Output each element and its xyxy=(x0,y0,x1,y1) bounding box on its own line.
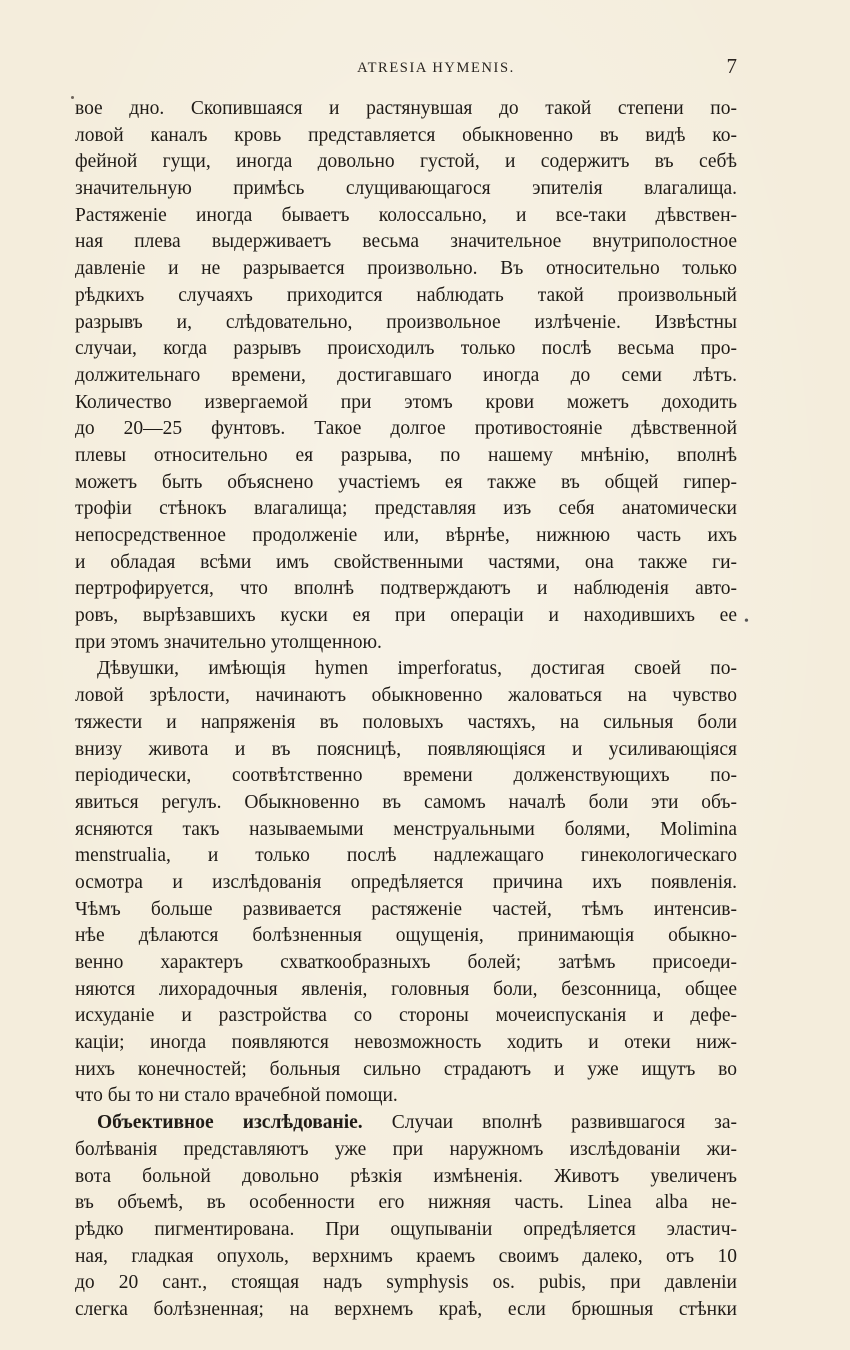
text-line: періодически, соотвѣтственно времени долженствующихъ по- xyxy=(75,765,737,787)
text-line: ная плева выдерживаетъ весьма значительное внутриполостное xyxy=(75,231,737,253)
text-line: ная, гладкая опухоль, верхнимъ краемъ своимъ далеко, отъ 10 xyxy=(75,1245,737,1267)
text-line: слегка болѣзненная; на верхнемъ краѣ, если брюшныя стѣнки xyxy=(75,1298,737,1320)
text-line: разрывъ и, слѣдовательно, произвольное излѣченіе. Извѣстны xyxy=(75,311,737,333)
running-head xyxy=(75,54,737,84)
text-line: до 20 сант., стоящая надъ symphysis os. pubis, при давленіи xyxy=(75,1272,737,1294)
text-line: болѣванія представляютъ уже при наружномъ изслѣдованіи жи- xyxy=(75,1138,737,1160)
text-line: Количество извергаемой при этомъ крови можетъ доходить xyxy=(75,391,737,413)
text-line: вота больной довольно рѣзкія измѣненія. Животъ увеличенъ xyxy=(75,1165,737,1187)
text-line: рѣдкихъ случаяхъ приходится наблюдать такой произвольный xyxy=(75,284,737,306)
text-line: въ объемѣ, въ особенности его нижняя часть. Linea alba не- xyxy=(75,1192,737,1214)
text-line: венно характеръ схваткообразныхъ болей; затѣмъ присоеди- xyxy=(75,952,737,973)
text-line: нихъ конечностей; больныя сильно страдаютъ и уже ищутъ во xyxy=(75,1058,737,1080)
text-line: явиться регулъ. Обыкновенно въ самомъ началѣ боли эти объ- xyxy=(75,791,737,813)
text-line: Дѣвушки, имѣющія hymen imperforatus, достигая своей по- xyxy=(97,658,737,680)
text-line: ровъ, вырѣзавшихъ куски ея при операціи и находившихъ ее xyxy=(75,605,737,627)
text-line: можетъ быть объяснено участіемъ ея также въ общей гипер- xyxy=(75,471,737,493)
page-number: 7 xyxy=(726,54,737,78)
heading-line-rest: Случаи вполнѣ развившагося за- xyxy=(362,1112,737,1134)
text-line: случаи, когда разрывъ происходилъ только послѣ весьма про- xyxy=(75,338,737,360)
text-line: трофіи стѣнокъ влагалища; представляя изъ себя анатомически xyxy=(75,498,737,520)
text-line: исхуданіе и разстройства со стороны мочеиспусканія и дефе- xyxy=(75,1005,737,1027)
text-line: нѣе дѣлаются болѣзненныя ощущенія, принимающія обыкно- xyxy=(75,925,737,947)
margin-ink-mark: • xyxy=(744,614,749,629)
text-line: плевы относительно ея разрыва, по нашему мнѣнію, вполнѣ xyxy=(75,444,737,466)
text-line: Чѣмъ больше развивается растяженіе частей, тѣмъ интенсив- xyxy=(75,898,737,920)
paragraph-3 xyxy=(75,1110,737,1324)
running-title: ATRESIA HYMENIS. xyxy=(357,60,515,76)
text-line: пертрофируется, что вполнѣ подтверждаютъ и наблюденія авто- xyxy=(75,578,737,600)
text-line: тяжести и напряженія въ половыхъ частяхъ, на сильныя боли xyxy=(75,711,737,733)
text-line: menstrualia, и только послѣ надлежащаго гинекологическаго xyxy=(75,845,737,867)
text-line: значительную примѣсь слущивающагося эпителія влагалища. xyxy=(75,178,737,200)
section-heading: Объективное изслѣдованіе. xyxy=(97,1112,363,1134)
paragraph-1 xyxy=(75,96,737,656)
text-line: ловой каналъ кровь представляется обыкновенно въ видѣ ко- xyxy=(75,124,737,146)
text-line: каціи; иногда появляются невозможность ходить и отеки ниж- xyxy=(75,1032,737,1054)
text-line: должительнаго времени, достигавшаго иногда до семи лѣтъ. xyxy=(75,364,737,386)
text-line: ясняются такъ называемыми менструальными болями, Molimina xyxy=(75,818,737,840)
text-line: непосредственное продолженіе или, вѣрнѣе, нижнюю часть ихъ xyxy=(75,525,737,546)
text-line: внизу живота и въ поясницѣ, появляющіяся и усиливающіяся xyxy=(75,738,737,760)
text-line: няются лихорадочныя явленія, головныя боли, безсонница, общее xyxy=(75,978,737,1000)
text-line: Растяженіе иногда бываетъ колоссально, и все-таки дѣвствен- xyxy=(75,204,737,226)
text-line: и обладая всѣми имъ свойственными частями, она также ги- xyxy=(75,551,737,573)
paragraph-2 xyxy=(75,656,737,1110)
text-line: при этомъ значительно утолщенною. xyxy=(75,631,382,653)
text-line: осмотра и изслѣдованія опредѣляется причина ихъ появленія. xyxy=(75,871,737,893)
text-line: что бы то ни стало врачебной помощи. xyxy=(75,1085,398,1107)
text-line xyxy=(75,1110,737,1137)
text-line: до 20—25 фунтовъ. Такое долгое противостояніе дѣвственной xyxy=(75,418,737,440)
ink-speck xyxy=(71,96,74,99)
body-text xyxy=(75,96,737,1324)
text-line: вое дно. Скопившаяся и растянувшая до такой степени по- xyxy=(75,98,737,119)
text-line: ловой зрѣлости, начинаютъ обыкновенно жаловаться на чувство xyxy=(75,685,737,707)
text-line: рѣдко пигментирована. При ощупываніи опредѣляется эластич- xyxy=(75,1218,737,1240)
text-line: фейной гущи, иногда довольно густой, и содержитъ въ себѣ xyxy=(75,151,737,173)
text-line: давленіе и не разрывается произвольно. Въ относительно только xyxy=(75,258,737,280)
